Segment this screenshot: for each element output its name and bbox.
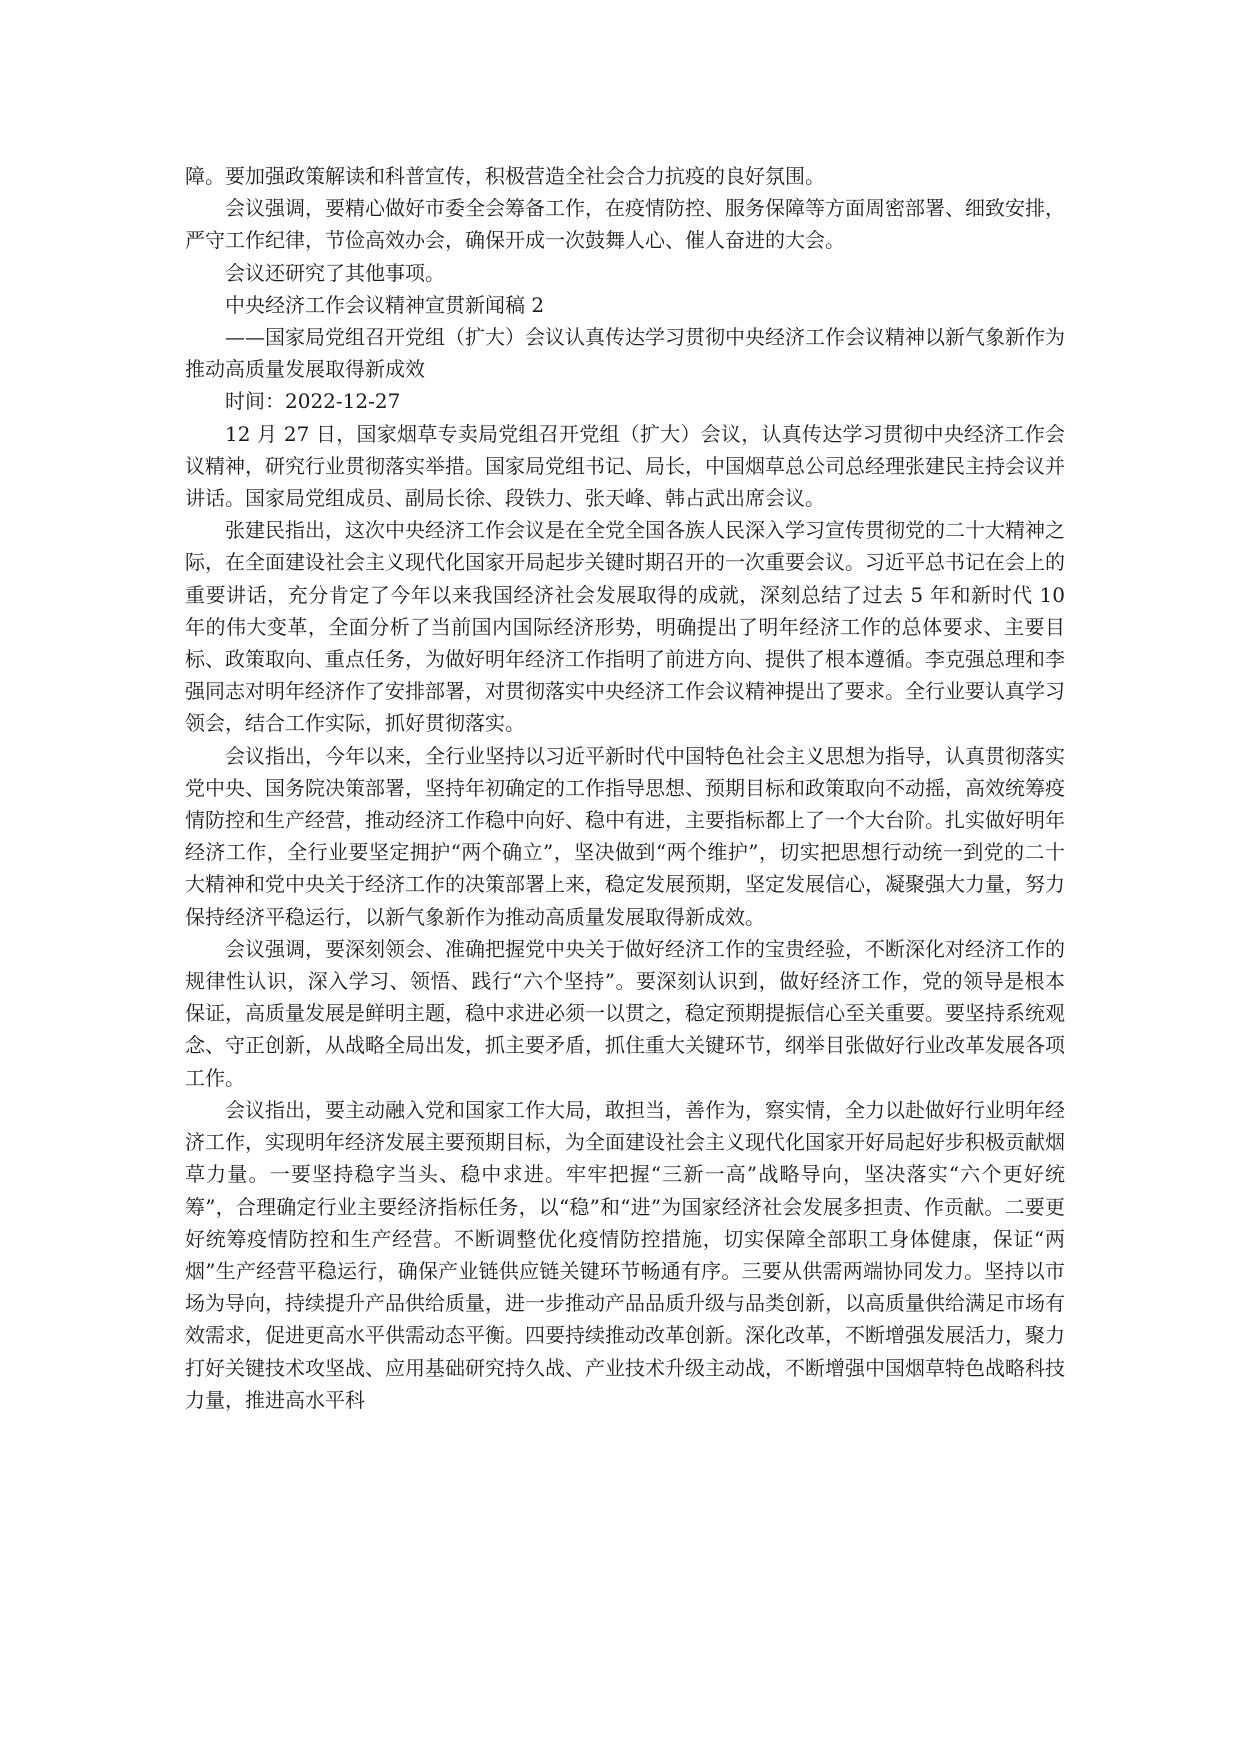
paragraph-meeting-tasks: 会议指出，要主动融入党和国家工作大局，敢担当，善作为，察实情，全力以赴做好行业明年经济工作，实现明年经济发展主要预期目标，为全面建设社会主义现代化国家开好局起好步积极贡献烟草力量。一要坚持稳字当头、稳中求进。牢牢把握“三新一高”战略导向，坚决落实“六个更好统筹”，合理确定行业主要经济指标任务，以“稳”和“进”为国家经济社会发展多担责、作贡献。二要更好统筹疫情防控和生产经营。不断调整优化疫情防控措施，切实保障全部职工身体健康，保证“两烟”生产经营平稳运行，确保产业链供应链关键环节畅通有序。三要从供需两端协同发力。坚持以市场为导向，持续提升产品供给质量，进一步推动产品品质升级与品类创新，以高质量供给满足市场有效需求，促进更高水平供需动态平衡。四要持续推动改革创新。深化改革，不断增强发展活力，聚力打好关键技术攻坚战、应用基础研究持久战、产业技术升级主动战，不断增强中国烟草特色战略科技力量，推进高水平科 [185,1097,1065,1412]
article-time: 时间：2022-12-27 [225,389,401,414]
paragraph-zhang-remarks: 张建民指出，这次中央经济工作会议是在全党全国各族人民深入学习宣传贯彻党的二十大精神之际，在全面建设社会主义现代化国家开局起步关键时期召开的一次重要会议。习近平总书记在会上的重要讲话，充分肯定了今年以来我国经济社会发展取得的成就，深刻总结了过去 5 年和新时代 10 年的伟大变革，全面分析了当前国内国际经济形势，明确提出了明年经济工作的总体要求、主要目标、政策取向、重点任务，为做好明年经济工作指明了前进方向、提供了根本遵循。李克强总理和李强同志对明年经济作了安排部署，对贯彻落实中央经济工作会议精神提出了要求。全行业要认真学习领会，结合工作实际，抓好贯彻落实。 [185,518,1065,736]
paragraph-meeting-emphasis: 会议强调，要深刻领会、准确把握党中央关于做好经济工作的宝贵经验，不断深化对经济工作的规律性认识，深入学习、领悟、践行“六个坚持”。要深刻认识到，做好经济工作，党的领导是根本保证，高质量发展是鲜明主题，稳中求进必须一以贯之，稳定预期提振信心至关重要。要坚持系统观念、守正创新，从战略全局出发，抓主要矛盾，抓住重大关键环节，纲举目张做好行业改革发展各项工作。 [185,936,1065,1090]
paragraph-meeting-points: 会议指出，今年以来，全行业坚持以习近平新时代中国特色社会主义思想为指导，认真贯彻落实党中央、国务院决策部署，坚持年初确定的工作指导思想、预期目标和政策取向不动摇，高效统筹疫情防控和生产经营，推动经济工作稳中向好、稳中有进，主要指标都上了一个大台阶。扎实做好明年经济工作，全行业要坚定拥护“两个确立”，坚决做到“两个维护”，切实把思想行动统一到党的二十大精神和党中央关于经济工作的决策部署上来，稳定发展预期，坚定发展信心，凝聚强大力量，努力保持经济平稳运行，以新气象新作为推动高质量发展取得新成效。 [185,743,1065,929]
article-heading: 中央经济工作会议精神宣贯新闻稿 2 [225,292,545,317]
document-page [185,160,1065,1416]
paragraph-committee-prep: 会议强调，要精心做好市委全会筹备工作，在疫情防控、服务保障等方面周密部署、细致安排，严守工作纪律，节俭高效办会，确保开成一次鼓舞人心、催人奋进的大会。 [185,196,1065,253]
paragraph-continuation: 障。要加强政策解读和科普宣传，积极营造全社会合力抗疫的良好氛围。 [185,164,825,188]
paragraph-other-matters: 会议还研究了其他事项。 [225,260,445,285]
paragraph-meeting-intro: 12 月 27 日，国家烟草专卖局党组召开党组（扩大）会议，认真传达学习贯彻中央经济工作会议精神，研究行业贯彻落实举措。国家局党组书记、局长，中国烟草总公司总经理张建民主持会议并讲话。国家局党组成员、副局长徐、段铁力、张天峰、韩占武出席会议。 [185,421,1065,511]
article-subtitle: ——国家局党组召开党组（扩大）会议认真传达学习贯彻中央经济工作会议精神以新气象新作为推动高质量发展取得新成效 [185,325,1065,382]
